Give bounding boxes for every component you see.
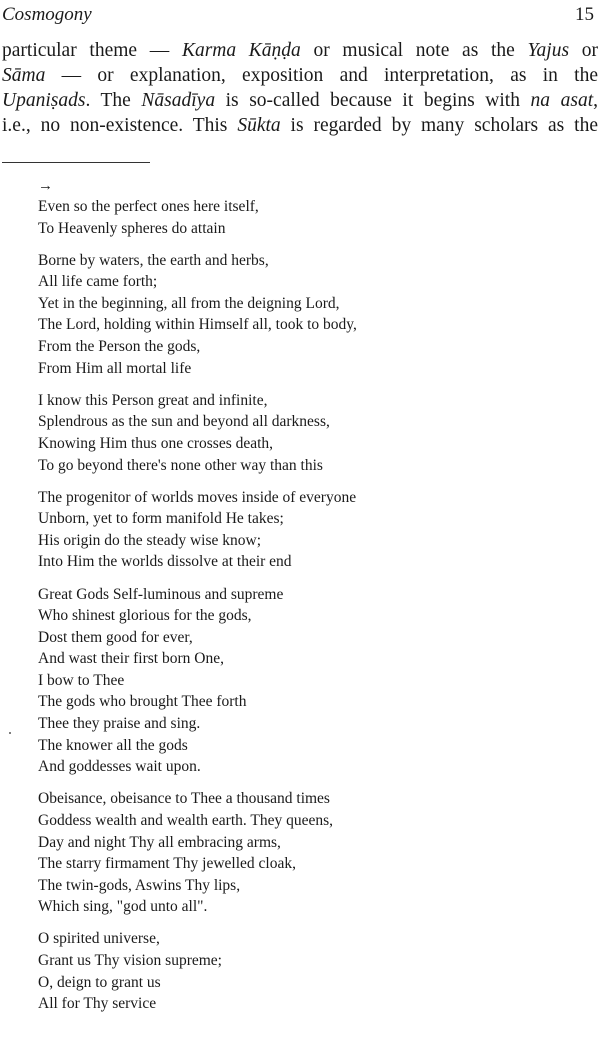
verse-line: The progenitor of worlds moves inside of everyone: [38, 488, 357, 506]
verse-line: Unborn, yet to form manifold He takes;: [38, 510, 284, 528]
verse-line: Which sing, "god unto all".: [38, 898, 208, 916]
verse-line: O, deign to grant us: [38, 973, 161, 991]
verse-line: To go beyond there's none other way than this: [38, 456, 323, 474]
stanza: [38, 250, 594, 380]
verse-line: And wast their first born One,: [38, 650, 224, 668]
verse-line: The knower all the gods: [38, 736, 188, 754]
stanza-list: [38, 196, 594, 1015]
verse-line: Thee they praise and sing.: [38, 715, 201, 733]
verse-line: From the Person the gods,: [38, 338, 201, 356]
stanza: [38, 788, 594, 918]
stanza: [38, 487, 594, 573]
verse-line: Borne by waters, the earth and herbs,: [38, 251, 269, 269]
verse-line: And goddesses wait upon.: [38, 758, 201, 776]
body-line-4: i.e., no non-existence. This Sūkta is regarded by many scholars as the: [2, 115, 598, 136]
footnote-poem: [38, 176, 594, 1025]
running-head: [2, 4, 594, 28]
stanza: [38, 928, 594, 1014]
verse-line: The twin-gods, Aswins Thy lips,: [38, 876, 241, 894]
verse-line: The gods who brought Thee forth: [38, 693, 247, 711]
verse-line: Great Gods Self-luminous and supreme: [38, 585, 284, 603]
stanza: [38, 584, 594, 778]
verse-line: Obeisance, obeisance to Thee a thousand times: [38, 790, 330, 808]
verse-line: Knowing Him thus one crosses death,: [38, 434, 274, 452]
verse-line: All for Thy service: [38, 995, 157, 1013]
verse-line: I bow to Thee: [38, 671, 125, 689]
verse-line: To Heavenly spheres do attain: [38, 219, 226, 237]
verse-line: Splendrous as the sun and beyond all darkness,: [38, 413, 330, 431]
verse-line: I know this Person great and infinite,: [38, 391, 268, 409]
verse-line: From Him all mortal life: [38, 359, 192, 377]
verse-line: All life came forth;: [38, 273, 158, 291]
verse-line: His origin do the steady wise know;: [38, 531, 262, 549]
verse-line: The Lord, holding within Himself all, took to body,: [38, 316, 357, 334]
stanza: [38, 390, 594, 476]
verse-line: Day and night Thy all embracing arms,: [38, 833, 281, 851]
body-line-3: Upaniṣads. The Nāsadīya is so-called because it begins with na asat,: [2, 90, 598, 111]
body-paragraph: [2, 38, 598, 138]
stanza: [38, 196, 594, 239]
verse-line: O spirited universe,: [38, 930, 160, 948]
verse-line: Even so the perfect ones here itself,: [38, 198, 259, 215]
continuation-arrow-icon: →: [38, 178, 53, 194]
verse-line: Dost them good for ever,: [38, 628, 193, 646]
verse-line: Who shinest glorious for the gods,: [38, 607, 252, 625]
verse-line: Grant us Thy vision supreme;: [38, 952, 222, 969]
verse-line: Yet in the beginning, all from the deigning Lord,: [38, 294, 340, 312]
scan-speck: [9, 732, 11, 734]
chapter-title: Cosmogony: [2, 4, 92, 25]
footnote-divider: [2, 162, 150, 163]
page-number: 15: [575, 4, 594, 25]
verse-line: Into Him the worlds dissolve at their end: [38, 553, 292, 571]
body-line-2: Sāma — or explanation, exposition and interpretation, as in the: [2, 65, 598, 86]
verse-line: The starry firmament Thy jewelled cloak,: [38, 855, 296, 873]
verse-line: Goddess wealth and wealth earth. They queens,: [38, 811, 333, 829]
body-line-1: particular theme — Karma Kāṇḍa or musical note as the Yajus or: [2, 40, 598, 61]
